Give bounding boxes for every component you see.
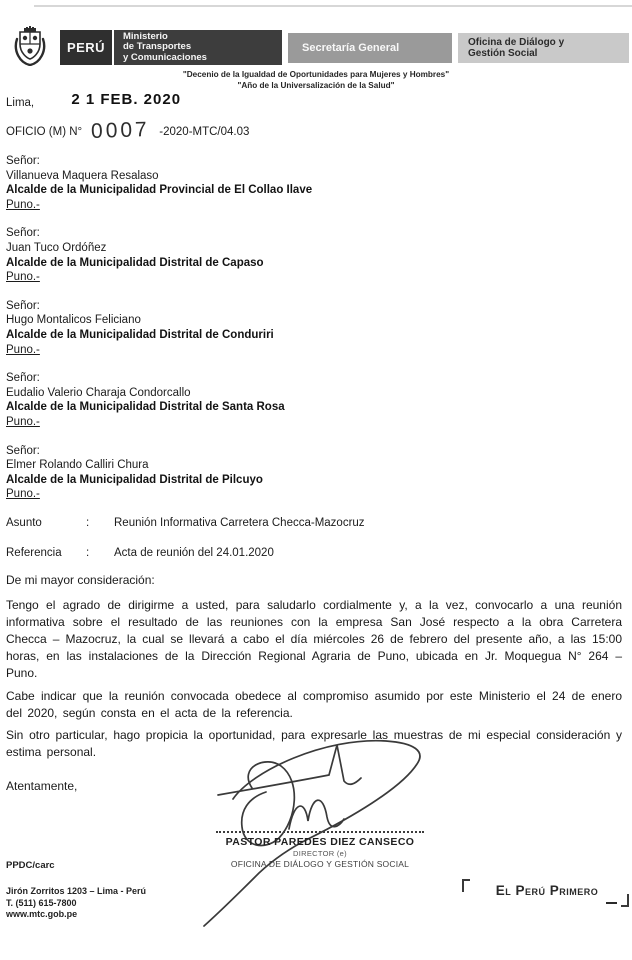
recipient-title: Alcalde de la Municipalidad Distrital de Capaso [6, 256, 264, 269]
body-paragraph-1: Tengo el agrado de dirigirme a usted, para saludarlo cordialmente y, a la vez, convocarlo a una reunión informativa sobre el resultado de las reuniones con la empresa San José respecto a la obra Carretera Checca – Mazocruz, la cual se llevará a cabo el día miércoles 26 de febrero del presente año, a las 15:00 horas, en las instalaciones de la Dirección Regional Agraria de Puno, ubicada en Jr. Moquegua N° 264 – Puno. [6, 598, 622, 680]
asunto-value: Reunión Informativa Carretera Checca-Mazocruz [114, 517, 365, 529]
recipient-salutation: Señor: [6, 299, 40, 312]
asunto-label: Asunto [6, 517, 42, 529]
recipient-salutation: Señor: [6, 444, 40, 457]
ministry-line: Ministerio [123, 30, 168, 42]
dateline [6, 93, 181, 110]
recipient-name: Hugo Montalicos Feliciano [6, 314, 141, 327]
oficina-line: Gestión Social [468, 48, 538, 59]
greeting-line: De mi mayor consideración: [6, 573, 155, 587]
recipient-name: Elmer Rolando Calliri Chura [6, 459, 149, 472]
referencia-row [6, 547, 274, 559]
body-paragraph-2: Cabe indicar que la reunión convocada obedece al compromiso asumido por este Ministerio el 24 de enero del 2020, según consta en el acta de la referencia. [6, 689, 622, 720]
footer-phone: T. (511) 615-7800 [6, 897, 77, 908]
date-stamp: 2 1 FEB. 2020 [71, 91, 182, 108]
recipient-title: Alcalde de la Municipalidad Distrital de Conduriri [6, 328, 274, 341]
scan-artifact-line [34, 5, 632, 7]
signature-line [216, 831, 424, 833]
recipient-block [6, 371, 622, 429]
oficio-handwritten-number: 0007 [91, 117, 151, 144]
recipient-title: Alcalde de la Municipalidad Distrital de Pilcuyo [6, 473, 263, 486]
footer-address: Jirón Zorritos 1203 – Lima - Perú [6, 886, 147, 896]
document-initials: PPDC/carc [6, 860, 55, 871]
recipient-name: Eudalio Valerio Charaja Condorcallo [6, 386, 191, 399]
recipient-title: Alcalde de la Municipalidad Provincial de El Collao Ilave [6, 184, 313, 197]
ministry-line: y Comunicaciones [123, 51, 207, 63]
recipient-salutation: Señor: [6, 155, 40, 167]
recipient-block [6, 444, 622, 502]
brand-peru-label: PERÚ [66, 40, 106, 55]
closing-line: Atentamente, [6, 779, 78, 793]
oficina-dialogo-box [458, 33, 629, 63]
ministry-line: de Transportes [123, 41, 192, 53]
oficio-suffix: -2020-MTC/04.03 [159, 126, 250, 138]
recipient-title: Alcalde de la Municipalidad Distrital de Santa Rosa [6, 401, 285, 414]
colon-separator: : [86, 547, 90, 559]
recipient-region: Puno.- [6, 198, 40, 211]
recipient-salutation: Señor: [6, 372, 40, 385]
logo-corner-bracket [462, 879, 470, 892]
recipient-region: Puno.- [6, 488, 40, 501]
motto-decenio: "Decenio de la Igualdad de Oportunidades para Mujeres y Hombres" [182, 70, 450, 79]
recipient-region: Puno.- [6, 343, 40, 356]
logo-corner-bracket [621, 894, 629, 907]
brand-peru-box [60, 30, 112, 65]
signer-name: PASTOR PAREDES DIEZ CANSECO [225, 836, 415, 848]
oficio-prefix: OFICIO (M) N° [6, 126, 83, 138]
recipient-block [6, 299, 622, 357]
peru-coat-of-arms-icon [12, 26, 48, 66]
logo-o-underline [606, 902, 617, 904]
ministry-box [114, 30, 282, 65]
signer-role: DIRECTOR (e) [293, 849, 347, 858]
oficio-number-line [6, 117, 250, 144]
city-label: Lima, [6, 97, 35, 109]
secretaria-general-box [288, 33, 452, 63]
letterhead-mottos [0, 69, 632, 91]
footer-address-block [6, 886, 146, 921]
recipient-block [6, 154, 622, 212]
recipient-block [6, 226, 622, 284]
signer-office: OFICINA DE DIÁLOGO Y GESTIÓN SOCIAL [230, 859, 410, 869]
recipient-region: Puno.- [6, 415, 40, 428]
recipient-list [6, 154, 622, 516]
motto-anio: "Año de la Universalización de la Salud" [237, 81, 395, 90]
asunto-row [6, 517, 365, 529]
logo-slogan: El Perú Primero [495, 883, 599, 898]
recipient-region: Puno.- [6, 271, 40, 284]
colon-separator: : [86, 517, 90, 529]
recipient-salutation: Señor: [6, 227, 40, 240]
recipient-name: Juan Tuco Ordóñez [6, 241, 107, 254]
referencia-label: Referencia [6, 547, 62, 559]
footer-website: www.mtc.gob.pe [6, 909, 78, 919]
recipient-name: Villanueva Maquera Resalaso [6, 169, 159, 182]
oficina-line: Oficina de Diálogo y [468, 37, 565, 48]
el-peru-primero-logo [462, 879, 629, 907]
body-paragraph-3: Sin otro particular, hago propicia la oportunidad, para expresarle las muestras de mi especial consideración y estima personal. [6, 728, 622, 759]
signer-block [205, 831, 435, 869]
referencia-value: Acta de reunión del 24.01.2020 [114, 547, 274, 559]
secretaria-label: Secretaría General [302, 42, 400, 54]
